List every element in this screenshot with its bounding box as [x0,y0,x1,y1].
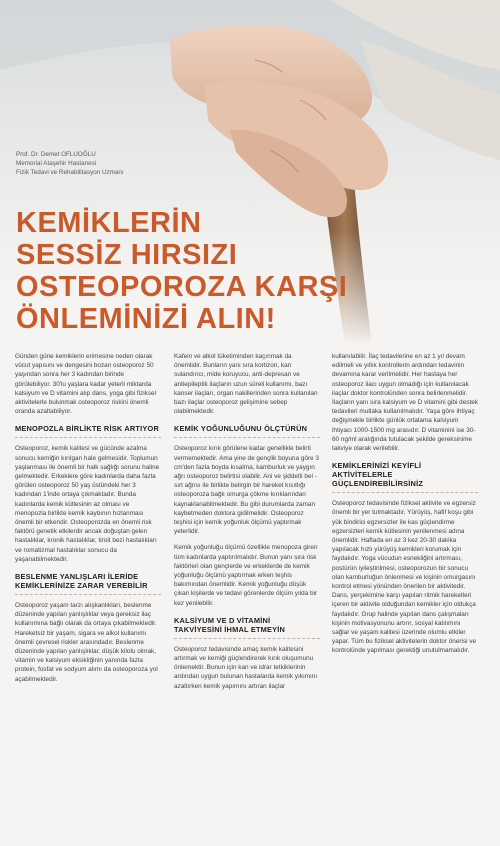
headline-line-3: OSTEOPOROZA KARŞI [16,271,348,303]
section-heading-activities: KEMİKLERİNİZİ KEYİFLİ AKTİVİTELERLE GÜÇLENDİREBİLİRSİNİZ [332,461,424,489]
section-heading-calcium: KALSİYUM VE D VİTAMİNİ TAKVİYESİNİ İHMAL ETMEYİN [174,615,286,634]
author-name: Prof. Dr. Demet OFLUOĞLU [16,151,96,158]
divider [174,437,320,438]
headline-line-2: SESSİZ HIRSIZI [16,239,238,271]
paragraph: Osteoporoz tedavisinde amaç kemik kalitesini artırmak ve kemiği güçlendirerek kırık oluşumunu önlemektir. Bunun için kan ve idrar tetkiklerinin ardından uygun bulunan hastalarda kemik yıkımını azaltırken kemik yapımını artıran ilaçlar [174,645,318,690]
paragraph: Kafein ve alkol tüketiminden kaçınmak da önemlidir. Bunların yanı sıra kortizon, kan sulandırıcı, mide koruyucu, anti-depresan ve antiepileptik ilaçların uzun süreli kullanımı, bazı kanser ilaçları, organ nakillerinden sonra kullanılan bazı ilaçlar osteoporoz gelişimine sebep olabilmektedir. [174,353,318,416]
divider [332,492,478,493]
article-column-1 [15,352,161,691]
author-hospital: Memorial Ataşehir Hastanesi [16,160,97,167]
headline [16,207,436,335]
intro-paragraph: Günden güne kemiklerin erimesine neden olarak vücut yapısını ve dengesini bozan osteoporoz 50 yaşından sonra her 3 kadından birinde görülebiliyor. 30'lu yaşlara kadar yeterli miktarda kalsiyum ve D vitamini alıp dans, yoga gibi fiziksel aktivitelerle bulunmak osteoporoz riskini önemli oranda azaltabiliyor. [15,353,157,416]
author-department: Fizik Tedavi ve Rehabilitasyon Uzmanı [16,169,124,176]
paragraph: Kemik yoğunluğu ölçümü özellikle menopoza giren tüm kadınlarda yaptırılmalıdır. Bunun yanı sıra risk faktörleri olan gençlerde ve erkeklerde de kemik yoğunluğu ölçümü yaptırmak erken teşhis bakımından önemlidir. Kemik yoğunluğu düşük çıkan kişilerde ve tedavi görenlerde ölçüm yılda bir kez yenilebilir. [174,544,318,607]
article-column-2 [174,352,320,698]
paragraph: Osteoporoz tedavisinde fiziksel aktivite ve egzersiz önemli bir yer tutmaktadır. Yürüyüş, hafif koşu gibi yük bindirici egzersizler ile kas güçlendirme egzersizleri kemik kütlesinin yenilenmesi adına önemlidir. Haftada en az 3 kez 20-30 dakika yapılacak hızlı yürüyüş kemikleri korumak için faydalıdır. Yoga vücudun esnekliğini artırması, postürün iyileştirilmesi, osteoporozun bir sonucu olan kamburluğun önlenmesi ve kişinin omurgasını kontrol etmesi yönünden önerilen bir aktivitedir. Dans, yerçekimine karşı yapılan ritmik hareketleri içeren bir aktivite olduğundan kemikler için oldukça faydalıdır. Grup halinde yapılan dans çalışmaları kişinin motivasyonunu artırır, sosyal katılımını sağlar ve yaşam kalitesi üzerinde olumlu etkiler yapar. Tüm bu fiziksel aktivitelerin doktor önerisi ve kontrolünde yapılması gerektiği unutulmamalıdır. [332,500,477,655]
divider [15,594,161,595]
paragraph: Osteoporoz yaşam tarzı alışkanlıkları, beslenme düzeninde yapılan yanlışlıklar veya gereksiz ilaç kullanımına bağlı olarak da ortaya çıkabilmektedir. Hareketsiz bir yaşam, sigara ve alkol kullanımı önemli çevresel riskler arasındadır. Beslenme düzeninde yapılan yanlışlıklar, düşük kilolu olmak, vitamin ve kalsiyum eksikliğinin yanında fazla protein, fosfat ve sodyum alımı da osteoporoza yol açabilmektedir. [15,602,158,683]
section-heading-menopause: MENOPOZLA BİRLİKTE RİSK ARTIYOR [15,424,160,434]
paragraph: kullanılabilir. İlaç tedavilerine en az 1 yıl devam edilmeli ve yıllık kontrollerin ardından tedavinin devamına karar verilmelidir. Her hastaya her osteoporoz ilacı uygun olmadığı için kullanılacak ilaçlar doktor kontrolünden sonra belirlenmelidir. İlaçların yanı sıra kalsiyum ve D vitamini gibi destek tedavileri mutlaka kullanılmalıdır. Yaşa göre ihtiyaç değişmekle birlikte günlük ortalama kalsiyum ihtiyacı 1000-1500 mg arasıdır. D vitaminini ise 30-60 ng/ml aralığında tutulacak şekilde gereksinime takviye olarak verilebilir. [332,353,478,453]
divider [174,638,320,639]
headline-line-1: KEMİKLERİN [16,207,202,239]
section-heading-bone-density: KEMİK YOĞUNLUĞUNU ÖLÇTÜRÜN [174,424,308,434]
author-info [16,150,206,177]
section-heading-nutrition: BESLENME YANLIŞLARI İLERİDE KEMİKLERİNİZE ZARAR VEREBİLİR [15,572,148,591]
article-column-3 [332,352,478,663]
headline-line-4: ÖNLEMİNİZİ ALIN! [16,303,276,335]
paragraph: Osteoporoz kırık görülene kadar genellikle belirti vermemektedir. Ama yine de gençlik boyuna göre 3 cm'den fazla boyda kısalma, kamburluk ve yaygın ağrı osteoporoz belirtisi olabilir. Ani ve şiddetli bel - sırt ağrısı ile birlikte belirgin bir hareket kısıtlığı osteoporoza bağlı omurga çökme kırıklarından kaynaklanabilmektedir. Bu gibi durumlarda zaman kaybetmeden doktora gidilmelidir. Osteoporoz teşhisi için kemik yoğunluk ölçümü yaptırmak yeterlidir. [174,445,319,536]
paragraph: Osteoporoz, kemik kalitesi ve gücünde azalma sonucu kemiğin kırılgan hale gelmesidir. Toplumun yaşlanması ile önemli bir halk sağlığı sorunu haline gelmektedir. Erkeklere göre kadınlarda daha fazla görülen osteoporoz 50 yaş üstündeki her 3 kadından 1'inde ortaya çıkmaktadır. Bunda kadınlarda kemik kütlesinin az olması ve menopozla birlikte kemik kaybının hızlanması önemli bir etkendir. Osteoporozda en önemli risk faktörü genetik etkilerdir ancak doğuştan gelen hastalıklar, kronik hastalıklar, tiroit bezi hastalıkları ve romatizmal hastalıklar sonucu da yaşanabilmektedir. [15,445,160,563]
divider [15,437,161,438]
